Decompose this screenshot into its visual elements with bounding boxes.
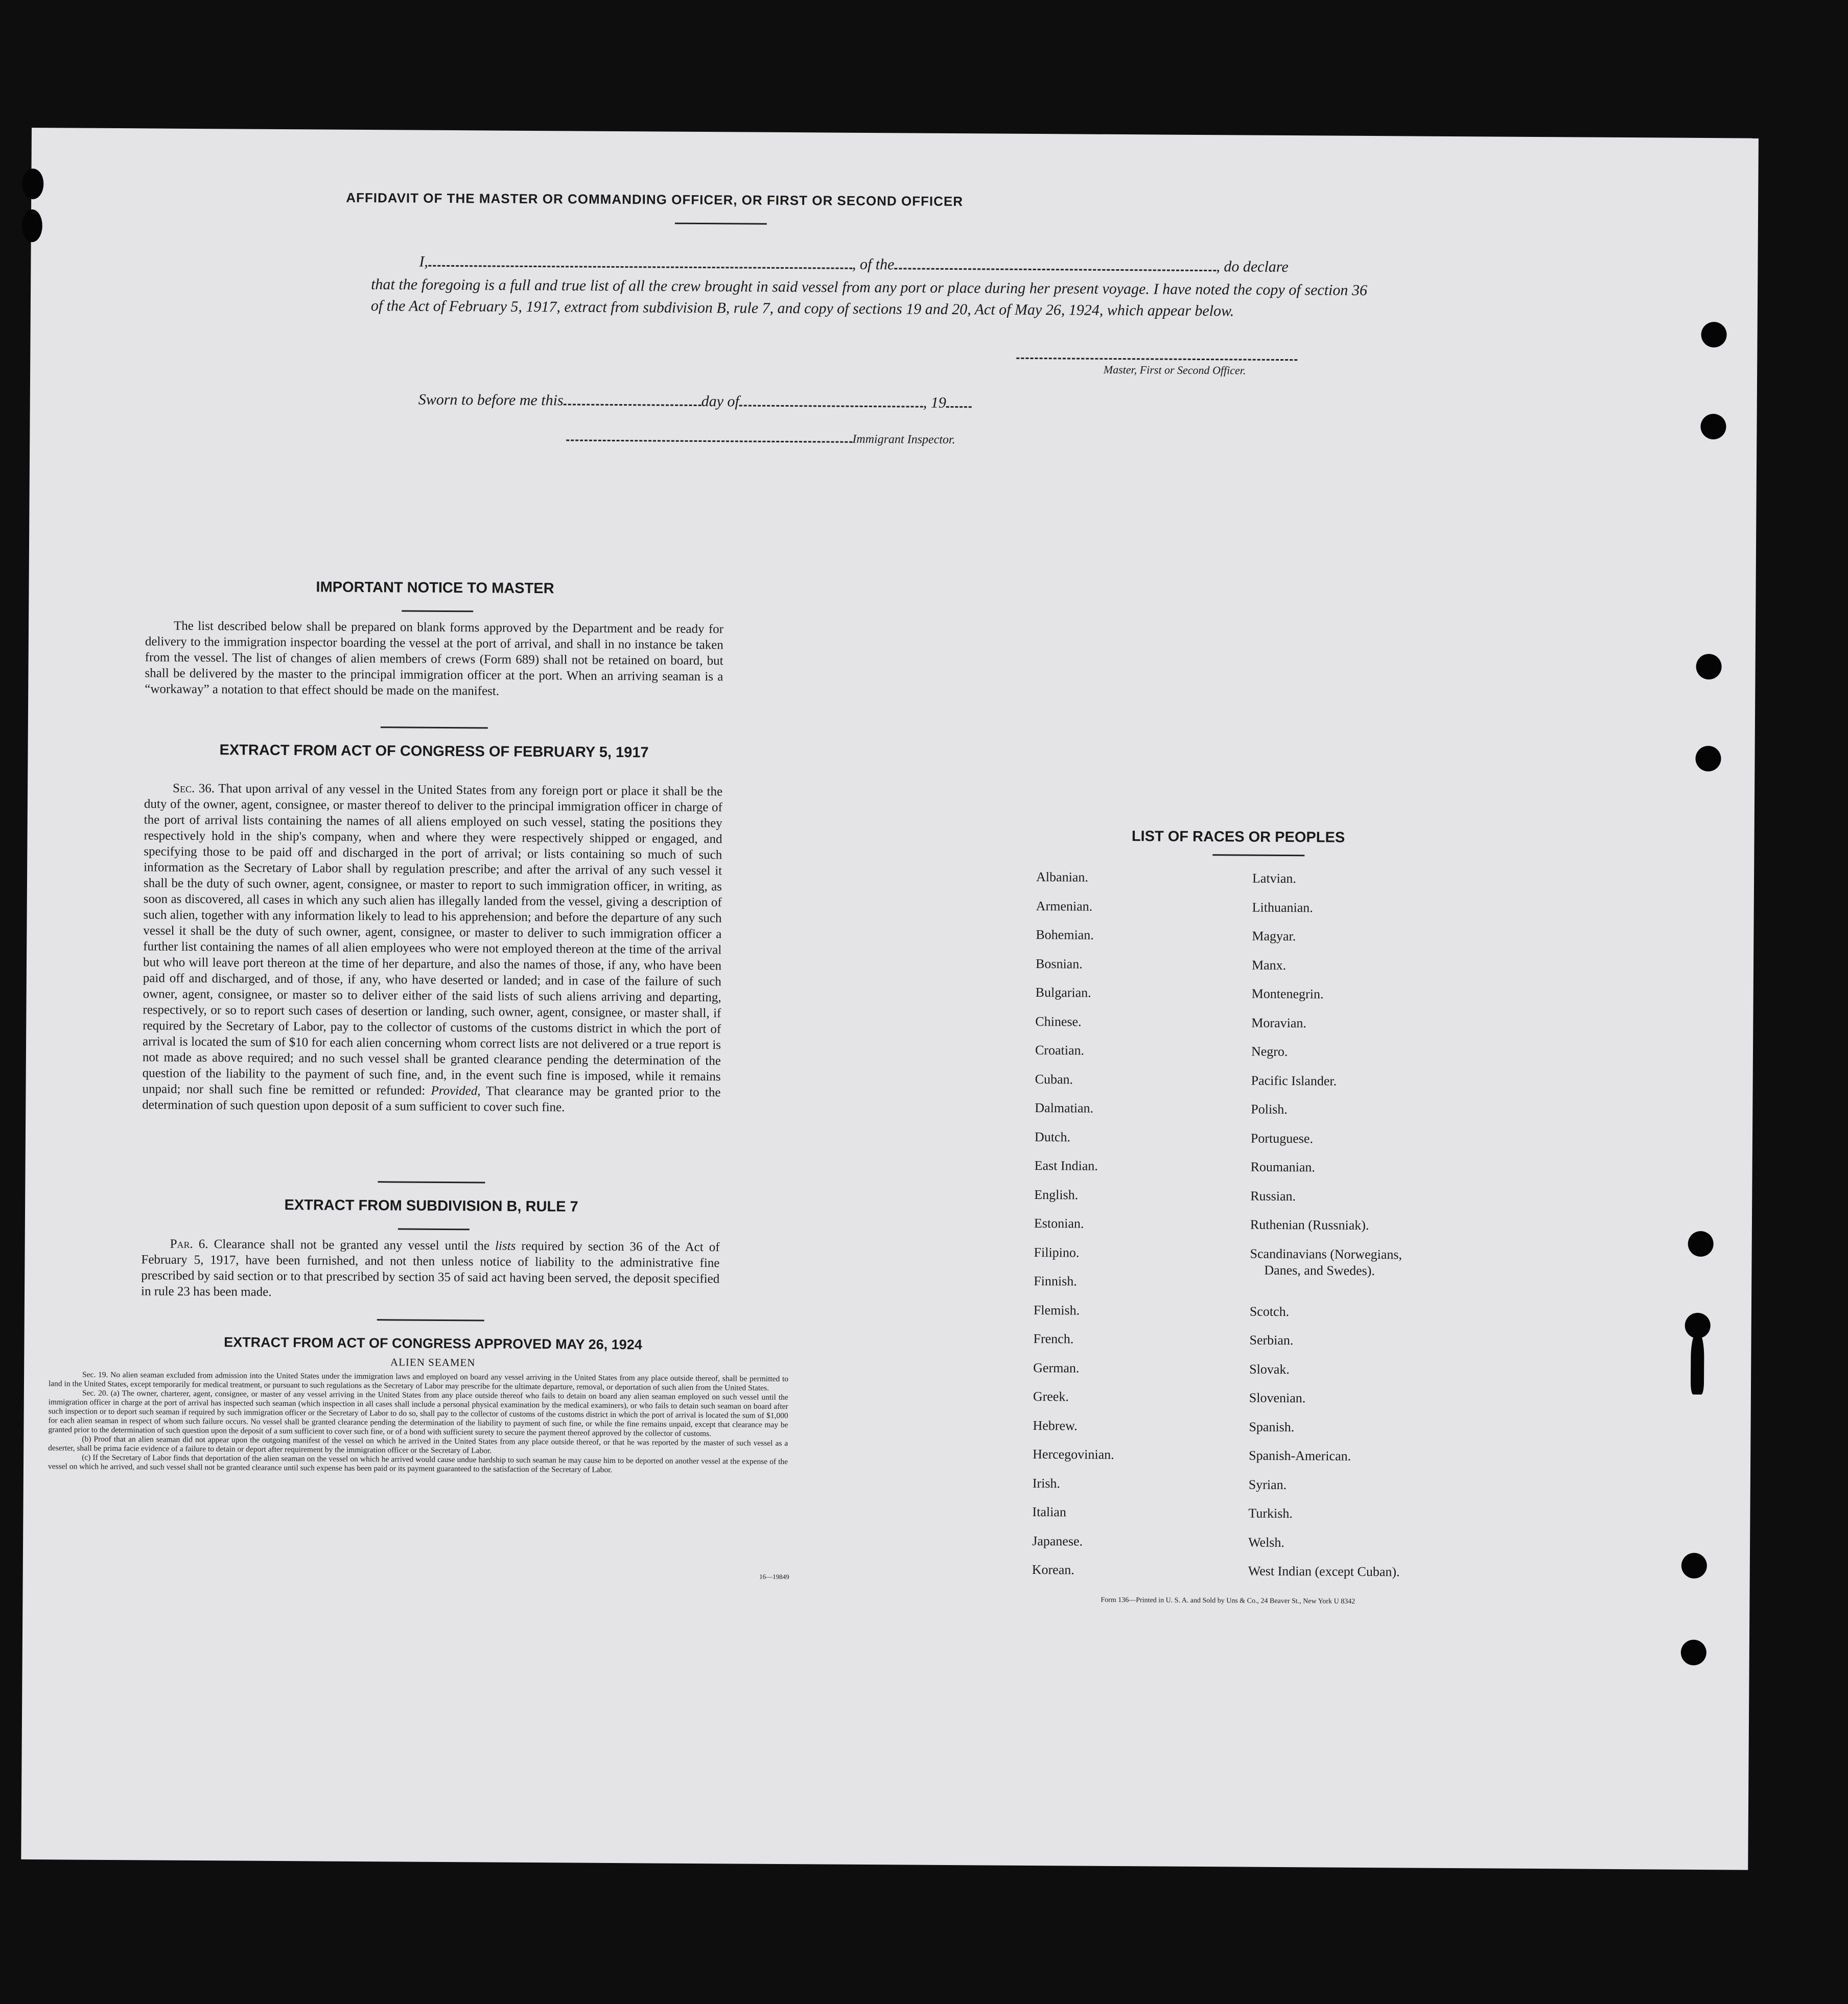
race-item-left: Filipino. <box>1034 1244 1080 1260</box>
race-item-right: West Indian (except Cuban). <box>1248 1563 1400 1579</box>
race-item-left: Irish. <box>1032 1475 1061 1491</box>
master-signature-label: Master, First or Second Officer. <box>1103 363 1246 377</box>
race-item-right: Syrian. <box>1248 1477 1287 1492</box>
race-item-left: Albanian. <box>1036 869 1088 885</box>
binder-hole <box>1700 414 1726 439</box>
race-item-right: Spanish. <box>1249 1419 1295 1434</box>
i-label: I, <box>419 253 429 270</box>
vessel-name-field[interactable] <box>894 255 1216 271</box>
race-item-right: Pacific Islander. <box>1251 1073 1337 1089</box>
race-item-left: Dalmatian. <box>1035 1100 1094 1116</box>
printer-line: Form 136—Printed in U. S. A. and Sold by Uns & Co., 24 Beaver St., New York U 8342 <box>1101 1596 1355 1606</box>
race-item-left: Dutch. <box>1034 1129 1071 1144</box>
race-item-left: German. <box>1033 1360 1080 1376</box>
par-6-label: Par. 6. <box>170 1237 208 1252</box>
race-item-left: French. <box>1033 1331 1074 1347</box>
race-item-right: Serbian. <box>1249 1332 1294 1348</box>
race-item-right: Scandinavians (Norwegians, <box>1250 1246 1402 1262</box>
race-item-right: Ruthenian (Russniak). <box>1250 1217 1369 1233</box>
race-item-left: Cuban. <box>1035 1071 1073 1087</box>
extract-1917-title: EXTRACT FROM ACT OF CONGRESS OF FEBRUARY 5, 1917 <box>219 742 649 761</box>
race-item-right: Montenegrin. <box>1251 986 1324 1002</box>
of-the-label: , of the <box>852 255 895 273</box>
rule7-divider <box>398 1228 470 1230</box>
notice-text: The list described below shall be prepared on blank forms approved by the Department and be ready for delivery to the immigration inspector boarding the vessel at the port of arrival, and shall in no instance be taken from the vessel. The list of changes of alien members of crews (Form 689) shall not be retained on board, but shall be delivered by the master to the principal immigration officer at the port. When an arriving seaman is a “workaway” a notation to that effect should be made on the manifest. <box>145 619 724 698</box>
sec-36-label: Sec. 36. <box>173 781 215 796</box>
races-divider <box>1212 854 1304 856</box>
extract-1924-title: EXTRACT FROM ACT OF CONGRESS APPROVED MAY 26, 1924 <box>224 1334 642 1353</box>
sworn-year-field[interactable] <box>946 394 972 408</box>
race-item-right: Danes, and Swedes). <box>1264 1262 1375 1278</box>
races-title: LIST OF RACES OR PEOPLES <box>1131 828 1345 846</box>
race-item-right: Turkish. <box>1248 1505 1293 1521</box>
binder-hole <box>1696 654 1721 679</box>
race-item-right: Slovak. <box>1249 1361 1290 1377</box>
race-item-right: Scotch. <box>1249 1304 1290 1319</box>
sec-19-text: Sec. 19. No alien seaman excluded from admission into the United States under the immigration laws and employed on board any vessel arriving in the United States from any place outside thereof, shall be permitted to land in the United States, except temporarily for medical treatment, or pursuant to such regulations as the Secretary of Labor may prescribe for the ultimate departure, removal, or deportation of such alien from the United States. <box>48 1370 789 1393</box>
year-label: , 19 <box>923 394 946 411</box>
race-item-right: Magyar. <box>1252 928 1296 944</box>
declaration-line <box>419 253 1369 276</box>
race-item-left: Chinese. <box>1035 1013 1082 1029</box>
race-item-left: Italian <box>1032 1504 1066 1520</box>
edge-punch <box>22 169 43 199</box>
lists-word: lists <box>495 1239 516 1253</box>
race-item-right: Latvian. <box>1252 870 1297 886</box>
race-item-right: Welsh. <box>1248 1535 1285 1550</box>
race-item-right: Russian. <box>1250 1188 1296 1204</box>
edge-punch <box>22 209 42 242</box>
race-item-right: Lithuanian. <box>1252 900 1313 915</box>
extract-1924-text <box>48 1370 788 1476</box>
sworn-day-field[interactable] <box>564 391 701 406</box>
inspector-line <box>566 427 1026 447</box>
extract-rule7-title: EXTRACT FROM SUBDIVISION B, RULE 7 <box>284 1197 578 1215</box>
race-item-left: Japanese. <box>1032 1533 1083 1549</box>
race-item-left: Flemish. <box>1033 1302 1080 1318</box>
binder-hole <box>1701 322 1726 347</box>
rule7-text-a: Clearance shall not be granted any vessel until the <box>214 1237 490 1253</box>
inspector-label: Immigrant Inspector. <box>852 432 955 447</box>
provided-word: Provided, <box>431 1083 481 1098</box>
race-item-right: Roumanian. <box>1250 1159 1316 1175</box>
race-item-left: Croatian. <box>1035 1043 1085 1058</box>
sec-36-body: That upon arrival of any vessel in the United States from any foreign port or place it shall be the duty of the owner, agent, consignee, or master thereof to deliver to the principal immigration officer in charge of the port of arrival lists containing the names of all aliens employed on such vessel, stating the positions they respectively hold in the ship's company, when and where they were respectively shipped or engaged, and specifying those to be paid off and discharged in the port of arrival; or lists containing so much of such information as the Secretary of Labor shall by regulation prescribe; and after the arrival of any such vessel it shall be the duty of such owner, agent, consignee, or master to report to such immigration officer, in writing, as soon as discovered, all cases in which any such alien has illegally landed from the vessel, giving a description of such alien, together with any information likely to lead to his apprehension; and before the departure of any such vessel it shall be the duty of such owner, agent, consignee, or master to deliver to such immigration officer a further list containing the names of all alien employees who were not employed thereon at the time of the arrival but who will leave port thereon at the time of her departure, and also the names of those, if any, who have been paid off and discharged, and of those, if any, who have deserted or landed; and in case of the failure of such owner, agent, consignee, or master so to deliver either of the said lists of such aliens arriving and departing, respectively, or so to report such cases of desertion or landing, such owner, agent, consignee, or master shall, if required by the Secretary of Labor, pay to the collector of customs of the customs district in which the port of arrival is located the sum of $10 for each alien concerning whom correct lists are not delivered or a true report is not made as above required; and no such vessel shall be granted clearance pending the determination of the question of the liability to the payment of such fine, and, in the event such fine is imposed, while it remains unpaid; nor shall such fine be remitted or refunded: <box>142 782 723 1098</box>
form-number: 16—19849 <box>759 1572 789 1581</box>
title-divider <box>675 223 767 225</box>
race-item-right: Slovenian. <box>1249 1390 1306 1406</box>
do-declare-label: , do declare <box>1216 258 1289 276</box>
binder-tear <box>1691 1333 1704 1395</box>
binder-hole <box>1681 1553 1707 1578</box>
inspector-signature-field[interactable] <box>566 427 852 442</box>
section-divider <box>381 726 488 728</box>
race-item-left: Bohemian. <box>1036 927 1094 942</box>
sworn-line <box>418 391 1083 413</box>
affidavit-title: AFFIDAVIT OF THE MASTER OR COMMANDING OFFICER, OR FIRST OR SECOND OFFICER <box>346 190 964 209</box>
race-item-right: Moravian. <box>1251 1015 1307 1030</box>
race-item-right: Negro. <box>1251 1044 1288 1059</box>
sworn-label: Sworn to before me this <box>418 391 564 409</box>
officer-name-field[interactable] <box>428 253 852 269</box>
master-signature-line[interactable] <box>1016 358 1297 361</box>
affidavit-statement: that the foregoing is a full and true list of all the crew brought in said vessel from any port or place during her present voyage. I have noted the copy of section 36 of the Act of February 5, 1917, extract from subdivision B, rule 7, and copy of sections 19 and 20, Act of May 26, 1924, which appear below. <box>370 276 1368 320</box>
race-item-left: Estonian. <box>1034 1216 1084 1231</box>
race-item-left: Bulgarian. <box>1035 985 1091 1000</box>
document-page <box>21 128 1759 1870</box>
notice-title: IMPORTANT NOTICE TO MASTER <box>316 579 554 597</box>
binder-hole <box>1695 746 1721 771</box>
rule7-text-b: required by section 36 of the Act of February 5, 1917, have been furnished, and not then unless notice of liability to the administrative fine prescribed by said section or to that prescribed by section 35 of said act having been served, the deposit specified in rule 23 has been made. <box>141 1239 720 1299</box>
race-item-left: East Indian. <box>1034 1158 1098 1173</box>
race-item-left: Armenian. <box>1036 898 1093 914</box>
notice-divider <box>402 610 473 612</box>
binder-hole <box>1681 1640 1706 1665</box>
sec-20c-text: (c) If the Secretary of Labor finds that deportation of the alien seaman on the vessel on which he arrived would cause undue hardship to such seaman he may cause him to be deported on another vessel at the expense of the vessel on which he arrived, and such vessel shall not be granted clearance until such expense has been paid or its payment guaranteed to the satisfaction of the Secretary of Labor. <box>48 1453 788 1474</box>
sec-20a-text: Sec. 20. (a) The owner, charterer, agent, consignee, or master of any vessel arriving in the United States from any place outside thereof who fails to detain on board any alien seaman employed on such vessel until the immigration officer in charge at the port of arrival has inspected such seaman (which inspection in all cases shall include a personal physical examination by the medical examiners), or who fails to detain such seaman on board after such inspection or to deport such seaman if required by such immigration officer or the Secretary of Labor to do so, shall pay to the collector of customs of the customs district in which the port of arrival is located the sum of $1,000 for each alien seaman in respect of whom such failure occurs. No vessel shall be granted clearance pending the determination of the liability to payment of such fine, or while the fine remains unpaid, except that clearance may be granted prior to the determination of such question upon the deposit of a sum sufficient to cover such fine, or of a bond with sufficient surety to secure the payment thereof approved by the collector of customs. <box>48 1388 788 1439</box>
race-item-left: Korean. <box>1032 1562 1074 1577</box>
alien-seamen-subtitle: ALIEN SEAMEN <box>390 1356 476 1369</box>
race-item-right: Polish. <box>1251 1101 1288 1117</box>
extract-rule7-text <box>141 1236 720 1303</box>
race-item-left: Bosnian. <box>1035 956 1083 972</box>
section-divider <box>378 1181 485 1183</box>
race-item-left: Greek. <box>1033 1389 1069 1404</box>
section-divider <box>377 1319 484 1321</box>
day-of-label: day of <box>701 393 739 410</box>
race-item-right: Manx. <box>1251 957 1286 973</box>
sec-36-end: That clearance may be granted prior to the determination of such question upon deposit of a sum sufficient to cover such fine. <box>142 1084 721 1115</box>
binder-hole <box>1688 1231 1714 1257</box>
race-item-left: Hebrew. <box>1033 1418 1078 1433</box>
race-item-left: English. <box>1034 1187 1079 1203</box>
sec-20b-text: (b) Proof that an alien seaman did not appear upon the outgoing manifest of the vessel on which he arrived in the United States from any place outside thereof, or that he was reported by the master of such vessel as a deserter, shall be prima facie evidence of a failure to detain or deport after requirement by the immigration officer or the Secretary of Labor. <box>48 1434 788 1455</box>
sworn-month-field[interactable] <box>739 392 923 407</box>
race-item-left: Hercegovinian. <box>1033 1447 1114 1462</box>
race-item-left: Finnish. <box>1034 1274 1077 1289</box>
race-item-right: Spanish-American. <box>1249 1448 1351 1464</box>
extract-1917-text <box>142 780 722 1116</box>
race-item-right: Portuguese. <box>1250 1130 1314 1146</box>
